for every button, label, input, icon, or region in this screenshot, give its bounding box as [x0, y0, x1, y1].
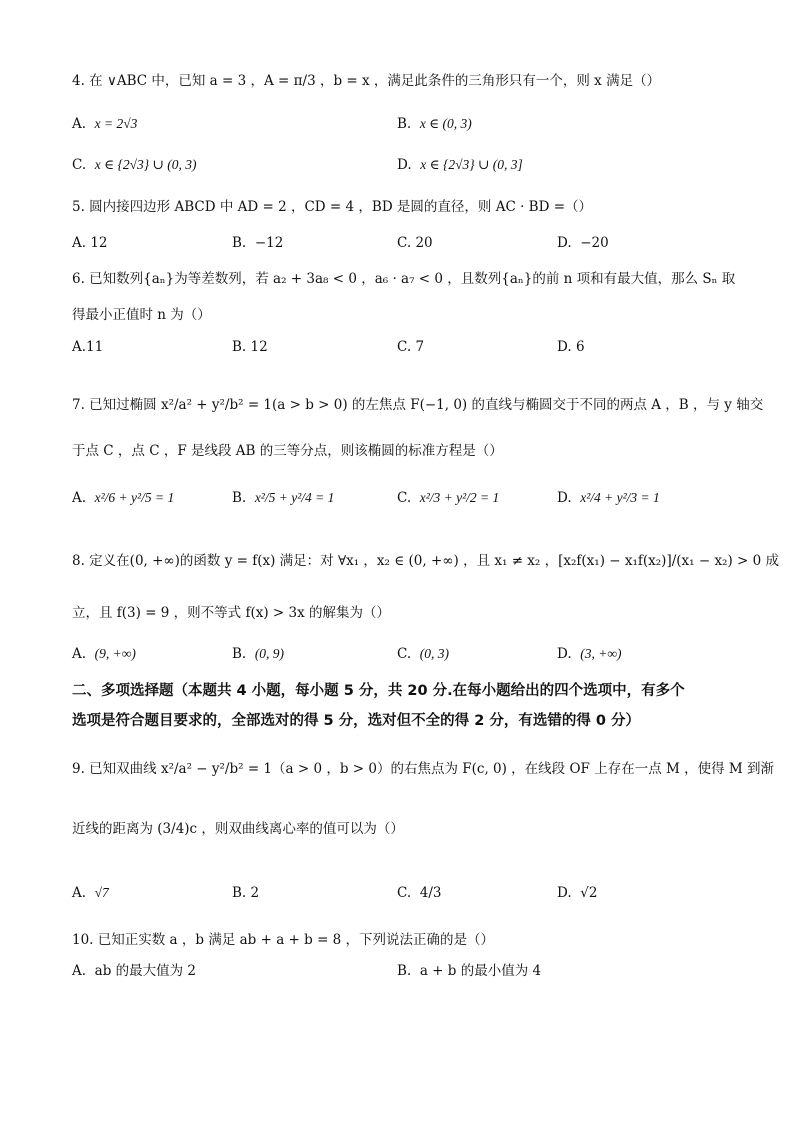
option-label: C. [72, 157, 87, 173]
option-label: D. [557, 235, 572, 251]
question-5-option-a [72, 232, 108, 254]
question-9-option-c [397, 882, 441, 904]
question-9-stem-line-1: 9. 已知双曲线 x²/a² − y²/b² = 1（a > 0 ，b > 0）的右焦点为 F(c, 0) ，在线段 OF 上存在一点 M ，使得 M 到渐 [72, 761, 775, 777]
option-text: 12 [90, 235, 108, 251]
option-label: A. [72, 339, 87, 355]
option-text: x ∈ (0, 3) [419, 116, 472, 131]
option-label: D. [557, 339, 572, 355]
question-6-option-c [397, 336, 424, 358]
option-text: (0, 3) [419, 646, 449, 661]
option-label: A. [72, 235, 87, 251]
question-6-stem-line-2: 得最小正值时 n 为（） [72, 307, 211, 323]
question-6-option-b [232, 336, 268, 358]
question-8-stem-line-1: 8. 定义在(0, +∞)的函数 y = f(x) 满足：对 ∀x₁ ，x₂ ∈ (0, +∞) ，且 x₁ ≠ x₂ ，[x₂f(x₁) − x₁f(x₂)]/(x₁ − x₂) > 0 成 [72, 553, 780, 569]
option-text: ab 的最大值为 2 [94, 963, 197, 979]
option-text: 11 [86, 339, 104, 355]
option-label: B. [232, 339, 247, 355]
option-label: B. [232, 235, 247, 251]
question-7-stem-line-2: 于点 C ，点 C ，F 是线段 AB 的三等分点，则该椭圆的标准方程是（） [72, 443, 503, 459]
question-4-option-d [397, 154, 523, 176]
option-text: x²/6 + y²/5 = 1 [94, 490, 175, 505]
question-7-stem-line-1: 7. 已知过椭圆 x²/a² + y²/b² = 1(a > b > 0) 的左焦点 F(−1, 0) 的直线与椭圆交于不同的两点 A ，B ，与 y 轴交 [72, 397, 764, 413]
question-8-option-b [232, 643, 284, 665]
question-4-option-b [397, 113, 472, 135]
option-label: A. [72, 646, 87, 662]
question-10-option-b [397, 960, 541, 982]
option-label: A. [72, 490, 87, 506]
option-text: a + b 的最小值为 4 [419, 963, 542, 979]
question-7-option-b [232, 487, 334, 509]
option-text: x²/5 + y²/4 = 1 [254, 490, 335, 505]
option-text: √2 [580, 885, 598, 901]
question-4-option-c [72, 154, 196, 176]
option-label: B. [232, 885, 247, 901]
question-9-option-b [232, 882, 259, 904]
option-text: x ∈ {2√3} ∪ (0, 3) [94, 157, 197, 172]
question-4-option-a [72, 113, 137, 135]
option-label: D. [397, 157, 412, 173]
option-text: (0, 9) [254, 646, 285, 661]
question-8-option-a [72, 643, 136, 665]
section-2-heading-line-2: 选项是符合题目要求的，全部选对的得 5 分，选对但不全的得 2 分，有选错的得 0 分） [72, 713, 641, 729]
option-text: x ∈ {2√3} ∪ (0, 3] [420, 157, 523, 172]
option-text: 4/3 [419, 885, 442, 901]
option-label: C. [397, 339, 412, 355]
question-5-stem: 5. 圆内接四边形 ABCD 中 AD = 2 ，CD = 4 ，BD 是圆的直径，则 AC · BD =（） [72, 199, 593, 215]
question-10-option-a [72, 960, 196, 982]
option-text: x = 2√3 [94, 116, 138, 131]
question-9-option-a [72, 882, 109, 904]
question-6-stem-line-1: 6. 已知数列{aₙ}为等差数列，若 a₂ + 3a₈ < 0 ，a₆ · a₇ < 0 ，且数列{aₙ}的前 n 项和有最大值，那么 Sₙ 取 [72, 271, 736, 287]
question-9-option-d [557, 882, 597, 904]
option-text: 2 [250, 885, 260, 901]
option-label: B. [232, 490, 247, 506]
option-label: C. [397, 646, 412, 662]
question-5-option-b [232, 232, 283, 254]
option-text: −12 [254, 235, 284, 251]
option-text: 20 [415, 235, 433, 251]
option-label: D. [557, 885, 572, 901]
option-label: B. [397, 116, 412, 132]
option-text: 6 [575, 339, 585, 355]
option-label: C. [397, 235, 412, 251]
question-7-option-c [397, 487, 499, 509]
option-text: x²/4 + y²/3 = 1 [580, 490, 660, 505]
section-2-heading-line-1: 二、多项选择题（本题共 4 小题，每小题 5 分，共 20 分.在每小题给出的四个选项中，有多个 [72, 683, 685, 699]
question-5-option-d [557, 232, 609, 254]
option-label: C. [397, 490, 412, 506]
option-text: 7 [415, 339, 425, 355]
option-label: A. [72, 116, 87, 132]
question-4-stem: 4. 在 ∨ABC 中，已知 a = 3 ，A = π/3 ，b = x ，满足此条件的三角形只有一个，则 x 满足（） [72, 73, 661, 89]
option-text: −20 [580, 235, 609, 251]
question-6-option-d [557, 336, 585, 358]
question-5-option-c [397, 232, 433, 254]
option-label: B. [397, 963, 412, 979]
option-text: (9, +∞) [94, 646, 136, 661]
option-label: A. [72, 885, 87, 901]
option-label: D. [557, 646, 572, 662]
option-label: B. [232, 646, 247, 662]
option-text: 12 [250, 339, 268, 355]
option-label: A. [72, 963, 87, 979]
question-9-stem-line-2: 近线的距离为 (3/4)c ，则双曲线离心率的值可以为（） [72, 821, 404, 837]
question-10-stem: 10. 已知正实数 a ，b 满足 ab + a + b = 8 ，下列说法正确的是（） [72, 932, 495, 948]
question-8-stem-line-2: 立，且 f(3) = 9 ，则不等式 f(x) > 3x 的解集为（） [72, 605, 391, 621]
option-text: √7 [94, 885, 109, 900]
option-text: (3, +∞) [580, 646, 622, 661]
question-7-option-a [72, 487, 174, 509]
question-8-option-d [557, 643, 621, 665]
option-label: D. [557, 490, 572, 506]
option-label: C. [397, 885, 412, 901]
option-text: x²/3 + y²/2 = 1 [419, 490, 500, 505]
question-8-option-c [397, 643, 449, 665]
question-7-option-d [557, 487, 660, 509]
question-6-option-a [72, 336, 103, 358]
